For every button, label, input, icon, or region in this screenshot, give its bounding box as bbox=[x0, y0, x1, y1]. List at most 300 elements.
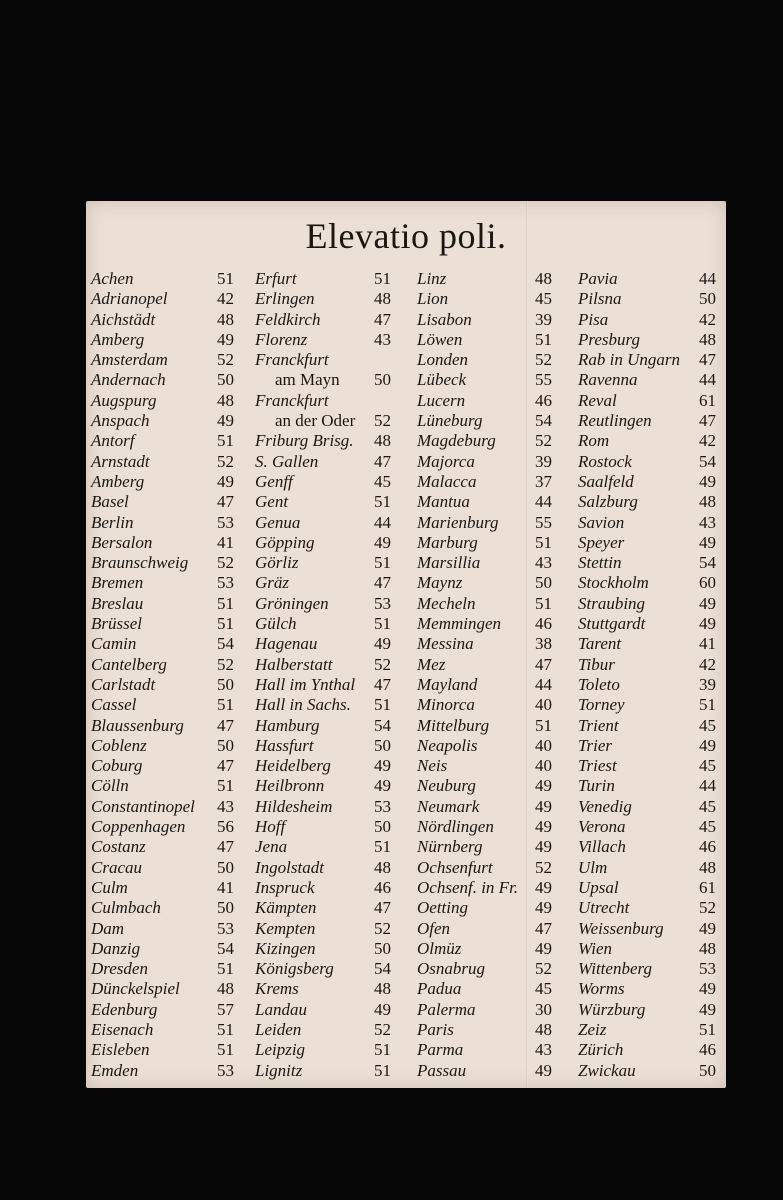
table-row bbox=[255, 492, 391, 512]
table-row bbox=[255, 310, 391, 330]
latitude-value: 49 bbox=[535, 796, 552, 816]
table-row bbox=[578, 979, 716, 999]
latitude-value: 51 bbox=[535, 593, 552, 613]
table-row bbox=[255, 695, 391, 715]
latitude-value: 47 bbox=[374, 309, 391, 329]
table-row bbox=[255, 858, 391, 878]
latitude-value: 54 bbox=[699, 553, 716, 573]
table-row bbox=[578, 431, 716, 451]
latitude-value: 51 bbox=[699, 695, 716, 715]
latitude-value: 52 bbox=[699, 898, 716, 918]
latitude-value: 42 bbox=[217, 289, 234, 309]
latitude-value: 47 bbox=[374, 674, 391, 694]
latitude-value: 57 bbox=[217, 999, 234, 1019]
table-row bbox=[417, 269, 552, 289]
table-row bbox=[91, 513, 234, 533]
city-name: Ingolstadt bbox=[255, 857, 324, 877]
latitude-value: 50 bbox=[374, 735, 391, 755]
city-name: Marburg bbox=[417, 532, 478, 552]
table-row bbox=[417, 979, 552, 999]
table-row bbox=[255, 350, 391, 370]
latitude-value: 50 bbox=[374, 370, 391, 390]
city-name: Oetting bbox=[417, 898, 468, 918]
latitude-value: 47 bbox=[217, 492, 234, 512]
city-name: Lignitz bbox=[255, 1060, 303, 1080]
table-row bbox=[417, 655, 552, 675]
table-row bbox=[578, 1040, 716, 1060]
city-name: Straubing bbox=[578, 593, 646, 613]
table-row bbox=[255, 370, 391, 390]
table-row bbox=[255, 716, 391, 736]
table-row bbox=[255, 391, 391, 411]
city-name: Arnstadt bbox=[91, 451, 150, 471]
table-row bbox=[417, 919, 552, 939]
table-row bbox=[91, 736, 234, 756]
table-row bbox=[91, 533, 234, 553]
latitude-value: 48 bbox=[699, 492, 716, 512]
table-row bbox=[417, 411, 552, 431]
city-name: Neuburg bbox=[417, 776, 476, 796]
table-row bbox=[255, 797, 391, 817]
latitude-value: 49 bbox=[374, 776, 391, 796]
table-row bbox=[578, 350, 716, 370]
latitude-value: 48 bbox=[374, 979, 391, 999]
city-name: Kämpten bbox=[255, 898, 317, 918]
city-name: Presburg bbox=[578, 329, 641, 349]
latitude-value: 42 bbox=[699, 431, 716, 451]
city-name: Leiden bbox=[255, 1019, 302, 1039]
city-name: Stuttgardt bbox=[578, 614, 646, 634]
latitude-value: 49 bbox=[374, 532, 391, 552]
city-name: Blaussenburg bbox=[91, 715, 184, 735]
city-name: Marsillia bbox=[417, 553, 481, 573]
city-name: Upsal bbox=[578, 877, 619, 897]
city-name: Hildesheim bbox=[255, 796, 333, 816]
city-name: Pavia bbox=[578, 269, 618, 288]
city-name: Utrecht bbox=[578, 898, 630, 918]
city-name: Zwickau bbox=[578, 1060, 636, 1080]
city-name: Camin bbox=[91, 634, 137, 654]
latitude-value: 48 bbox=[374, 289, 391, 309]
latitude-value: 52 bbox=[374, 654, 391, 674]
latitude-value: 49 bbox=[374, 999, 391, 1019]
table-row bbox=[417, 959, 552, 979]
latitude-value: 51 bbox=[217, 776, 234, 796]
city-name: Linz bbox=[417, 269, 447, 288]
latitude-value: 50 bbox=[217, 857, 234, 877]
table-row bbox=[417, 614, 552, 634]
table-row bbox=[578, 919, 716, 939]
city-name: Hall im Ynthal bbox=[255, 674, 356, 694]
table-row bbox=[255, 919, 391, 939]
table-row bbox=[91, 1061, 234, 1081]
latitude-value: 51 bbox=[535, 715, 552, 735]
table-row bbox=[91, 614, 234, 634]
city-name: Gent bbox=[255, 492, 289, 512]
latitude-value: 49 bbox=[699, 593, 716, 613]
latitude-value: 42 bbox=[699, 309, 716, 329]
city-name: Speyer bbox=[578, 532, 625, 552]
latitude-value: 54 bbox=[374, 715, 391, 735]
table-row bbox=[417, 675, 552, 695]
table-row bbox=[255, 573, 391, 593]
table-row bbox=[578, 655, 716, 675]
city-name: Cassel bbox=[91, 695, 137, 715]
table-row bbox=[91, 797, 234, 817]
table-row bbox=[91, 573, 234, 593]
city-name: Gräz bbox=[255, 573, 290, 593]
latitude-value: 46 bbox=[535, 614, 552, 634]
table-row bbox=[255, 776, 391, 796]
city-name: Cracau bbox=[91, 857, 142, 877]
city-name: Culm bbox=[91, 877, 128, 897]
city-name: Genua bbox=[255, 512, 301, 532]
latitude-value: 45 bbox=[699, 817, 716, 837]
city-name: Anspach bbox=[91, 411, 150, 431]
city-name: Pilsna bbox=[578, 289, 622, 309]
latitude-value: 44 bbox=[535, 492, 552, 512]
table-row bbox=[578, 939, 716, 959]
latitude-value: 49 bbox=[374, 634, 391, 654]
latitude-value: 43 bbox=[374, 329, 391, 349]
table-row bbox=[91, 817, 234, 837]
latitude-value: 40 bbox=[535, 695, 552, 715]
city-name: Wittenberg bbox=[578, 959, 652, 979]
latitude-value: 43 bbox=[535, 1040, 552, 1060]
city-name: Edenburg bbox=[91, 999, 158, 1019]
table-row bbox=[578, 634, 716, 654]
latitude-value: 56 bbox=[217, 817, 234, 837]
city-name: Feldkirch bbox=[255, 309, 321, 329]
table-row bbox=[91, 695, 234, 715]
table-row bbox=[91, 979, 234, 999]
city-name: Amberg bbox=[91, 329, 145, 349]
city-name: Adrianopel bbox=[91, 289, 168, 309]
latitude-value: 37 bbox=[535, 471, 552, 491]
city-name: Worms bbox=[578, 979, 625, 999]
city-name: Minorca bbox=[417, 695, 475, 715]
table-row bbox=[91, 411, 234, 431]
latitude-value: 51 bbox=[217, 614, 234, 634]
city-name: Weissenburg bbox=[578, 918, 664, 938]
table-row bbox=[417, 858, 552, 878]
city-name: Coppenhagen bbox=[91, 817, 186, 837]
page-title: Elevatio poli. bbox=[305, 216, 507, 256]
latitude-value: 61 bbox=[699, 390, 716, 410]
latitude-value: 51 bbox=[374, 492, 391, 512]
city-name: Ochsenf. in Fr. bbox=[417, 877, 519, 897]
latitude-value: 52 bbox=[217, 350, 234, 370]
city-name: Maynz bbox=[417, 573, 463, 593]
latitude-value: 49 bbox=[535, 1060, 552, 1080]
latitude-value: 45 bbox=[699, 796, 716, 816]
city-name: Neapolis bbox=[417, 735, 478, 755]
latitude-value: 47 bbox=[217, 715, 234, 735]
latitude-value: 45 bbox=[535, 979, 552, 999]
table-row bbox=[255, 939, 391, 959]
table-row bbox=[417, 1061, 552, 1081]
latitude-value: 39 bbox=[699, 674, 716, 694]
latitude-value: 53 bbox=[217, 918, 234, 938]
table-row bbox=[255, 756, 391, 776]
latitude-value: 52 bbox=[374, 918, 391, 938]
city-name: Dünckelspiel bbox=[91, 979, 180, 999]
latitude-value: 51 bbox=[217, 695, 234, 715]
city-name: Coburg bbox=[91, 756, 143, 776]
table-row bbox=[578, 553, 716, 573]
latitude-value: 48 bbox=[217, 390, 234, 410]
city-name: Londen bbox=[417, 350, 468, 370]
table-row bbox=[578, 898, 716, 918]
table-row bbox=[91, 289, 234, 309]
table-row bbox=[417, 1000, 552, 1020]
table-row bbox=[91, 269, 234, 289]
latitude-value: 49 bbox=[535, 817, 552, 837]
table-row bbox=[417, 736, 552, 756]
latitude-value: 50 bbox=[217, 370, 234, 390]
table-row bbox=[91, 472, 234, 492]
city-name: Franckfurt bbox=[255, 390, 329, 410]
latitude-value: 49 bbox=[535, 837, 552, 857]
latitude-value: 46 bbox=[535, 390, 552, 410]
city-name: Aichstädt bbox=[91, 309, 156, 329]
city-name: Culmbach bbox=[91, 898, 161, 918]
latitude-value: 51 bbox=[217, 593, 234, 613]
latitude-value: 47 bbox=[217, 837, 234, 857]
latitude-value: 48 bbox=[374, 857, 391, 877]
table-row bbox=[255, 837, 391, 857]
table-row bbox=[578, 594, 716, 614]
table-row bbox=[417, 330, 552, 350]
city-name: Ofen bbox=[417, 918, 451, 938]
latitude-value: 48 bbox=[699, 329, 716, 349]
city-name: Bremen bbox=[91, 573, 144, 593]
table-row bbox=[255, 1061, 391, 1081]
latitude-value: 47 bbox=[374, 573, 391, 593]
city-name: Cölln bbox=[91, 776, 129, 796]
city-name: Zürich bbox=[578, 1040, 624, 1060]
latitude-value: 51 bbox=[374, 837, 391, 857]
table-row bbox=[417, 289, 552, 309]
table-row bbox=[578, 959, 716, 979]
latitude-value: 50 bbox=[217, 674, 234, 694]
latitude-value: 52 bbox=[535, 431, 552, 451]
city-name: Salzburg bbox=[578, 492, 638, 512]
document-sheet bbox=[86, 201, 726, 1088]
table-row bbox=[578, 411, 716, 431]
city-name: Coblenz bbox=[91, 735, 147, 755]
city-name: Rostock bbox=[578, 451, 632, 471]
city-name: S. Gallen bbox=[255, 451, 319, 471]
table-row bbox=[578, 1020, 716, 1040]
latitude-value: 52 bbox=[374, 1019, 391, 1039]
city-name: Königsberg bbox=[255, 959, 334, 979]
city-name: Ochsenfurt bbox=[417, 857, 493, 877]
table-row bbox=[91, 452, 234, 472]
latitude-value: 46 bbox=[699, 837, 716, 857]
latitude-value: 52 bbox=[217, 553, 234, 573]
table-row bbox=[417, 472, 552, 492]
table-row bbox=[417, 573, 552, 593]
table-row bbox=[417, 939, 552, 959]
latitude-value: 48 bbox=[535, 269, 552, 288]
latitude-value: 51 bbox=[374, 695, 391, 715]
latitude-value: 50 bbox=[217, 898, 234, 918]
city-name: Parma bbox=[417, 1040, 464, 1060]
city-name: Ulm bbox=[578, 857, 608, 877]
latitude-value: 51 bbox=[374, 553, 391, 573]
table-row bbox=[255, 431, 391, 451]
table-row bbox=[91, 939, 234, 959]
city-name: Leipzig bbox=[255, 1040, 306, 1060]
latitude-value: 45 bbox=[699, 715, 716, 735]
table-row bbox=[417, 370, 552, 390]
city-name: Malacca bbox=[417, 471, 477, 491]
table-row bbox=[578, 675, 716, 695]
table-row bbox=[578, 492, 716, 512]
table-row bbox=[91, 898, 234, 918]
city-name: Jena bbox=[255, 837, 288, 857]
city-name: Eisenach bbox=[91, 1019, 154, 1039]
city-name: Trier bbox=[578, 735, 613, 755]
table-row bbox=[91, 1020, 234, 1040]
table-row bbox=[255, 269, 391, 289]
latitude-value: 49 bbox=[217, 471, 234, 491]
table-row bbox=[417, 898, 552, 918]
table-row bbox=[578, 391, 716, 411]
latitude-value: 46 bbox=[374, 877, 391, 897]
table-row bbox=[91, 594, 234, 614]
city-name: Cantelberg bbox=[91, 654, 167, 674]
city-name: Stettin bbox=[578, 553, 622, 573]
city-name: Hassfurt bbox=[255, 735, 314, 755]
table-row bbox=[417, 553, 552, 573]
latitude-value: 53 bbox=[217, 573, 234, 593]
city-name: Erlingen bbox=[255, 289, 315, 309]
city-name: Venedig bbox=[578, 796, 632, 816]
city-name: Savion bbox=[578, 512, 625, 532]
city-name: Göpping bbox=[255, 532, 315, 552]
latitude-value: 39 bbox=[535, 309, 552, 329]
city-name: Stockholm bbox=[578, 573, 649, 593]
latitude-value: 51 bbox=[699, 1019, 716, 1039]
table-row bbox=[578, 716, 716, 736]
latitude-value: 49 bbox=[217, 329, 234, 349]
city-name: Brüssel bbox=[91, 614, 142, 634]
latitude-value: 52 bbox=[535, 350, 552, 370]
latitude-value: 47 bbox=[699, 411, 716, 431]
table-row bbox=[91, 675, 234, 695]
table-row bbox=[255, 452, 391, 472]
city-name: Gröningen bbox=[255, 593, 329, 613]
city-name: Triest bbox=[578, 756, 617, 776]
table-row bbox=[91, 878, 234, 898]
latitude-value: 45 bbox=[535, 289, 552, 309]
latitude-value: 51 bbox=[217, 1019, 234, 1039]
latitude-value: 43 bbox=[217, 796, 234, 816]
city-name: Basel bbox=[91, 492, 129, 512]
table-row bbox=[255, 411, 391, 431]
table-row bbox=[255, 1040, 391, 1060]
latitude-value: 51 bbox=[217, 959, 234, 979]
city-name: Osnabrug bbox=[417, 959, 486, 979]
city-name: Hall in Sachs. bbox=[255, 695, 351, 715]
table-row bbox=[91, 837, 234, 857]
table-row bbox=[417, 837, 552, 857]
city-name: Lion bbox=[417, 289, 449, 309]
latitude-value: 53 bbox=[699, 959, 716, 979]
city-name: Andernach bbox=[91, 370, 166, 390]
latitude-value: 55 bbox=[535, 370, 552, 390]
table-row bbox=[578, 837, 716, 857]
latitude-value: 49 bbox=[374, 756, 391, 776]
latitude-value: 55 bbox=[535, 512, 552, 532]
latitude-value: 47 bbox=[374, 898, 391, 918]
table-row bbox=[91, 310, 234, 330]
city-name: Rab in Ungarn bbox=[578, 350, 680, 370]
table-row bbox=[578, 472, 716, 492]
city-name: Costanz bbox=[91, 837, 146, 857]
latitude-value: 49 bbox=[535, 776, 552, 796]
table-row bbox=[417, 1020, 552, 1040]
column-3 bbox=[417, 269, 552, 1081]
latitude-value: 39 bbox=[535, 451, 552, 471]
city-name: Mantua bbox=[417, 492, 470, 512]
table-row bbox=[91, 330, 234, 350]
city-name: Lucern bbox=[417, 390, 466, 410]
table-row bbox=[91, 370, 234, 390]
city-name: Antorf bbox=[91, 431, 135, 451]
city-name: Nürnberg bbox=[417, 837, 483, 857]
table-row bbox=[578, 289, 716, 309]
latitude-value: 49 bbox=[699, 735, 716, 755]
city-name: Erfurt bbox=[255, 269, 297, 288]
table-row bbox=[578, 573, 716, 593]
table-row bbox=[91, 634, 234, 654]
city-name: Torney bbox=[578, 695, 625, 715]
city-name: Saalfeld bbox=[578, 471, 634, 491]
latitude-value: 52 bbox=[217, 654, 234, 674]
city-name: Breslau bbox=[91, 593, 144, 613]
city-name: Bersalon bbox=[91, 532, 153, 552]
city-name: Genff bbox=[255, 471, 293, 491]
city-name: Mez bbox=[417, 654, 446, 674]
city-name: Mittelburg bbox=[417, 715, 490, 735]
column-4 bbox=[578, 269, 716, 1081]
table-row bbox=[255, 553, 391, 573]
table-row bbox=[417, 594, 552, 614]
table-row bbox=[91, 756, 234, 776]
city-name: Krems bbox=[255, 979, 299, 999]
city-name: Augspurg bbox=[91, 390, 157, 410]
table-row bbox=[417, 776, 552, 796]
table-row bbox=[255, 817, 391, 837]
column-1 bbox=[91, 269, 234, 1081]
table-row bbox=[578, 452, 716, 472]
latitude-value: 44 bbox=[699, 269, 716, 288]
city-name: Friburg Brisg. bbox=[255, 431, 354, 451]
city-name: Passau bbox=[417, 1060, 467, 1080]
table-row bbox=[91, 1000, 234, 1020]
city-name: Achen bbox=[91, 269, 134, 288]
city-name: Lisabon bbox=[417, 309, 472, 329]
latitude-value: 49 bbox=[535, 877, 552, 897]
city-name: Landau bbox=[255, 999, 307, 1019]
latitude-value: 49 bbox=[699, 614, 716, 634]
table-row bbox=[91, 919, 234, 939]
city-name: Mecheln bbox=[417, 593, 476, 613]
latitude-value: 49 bbox=[535, 898, 552, 918]
